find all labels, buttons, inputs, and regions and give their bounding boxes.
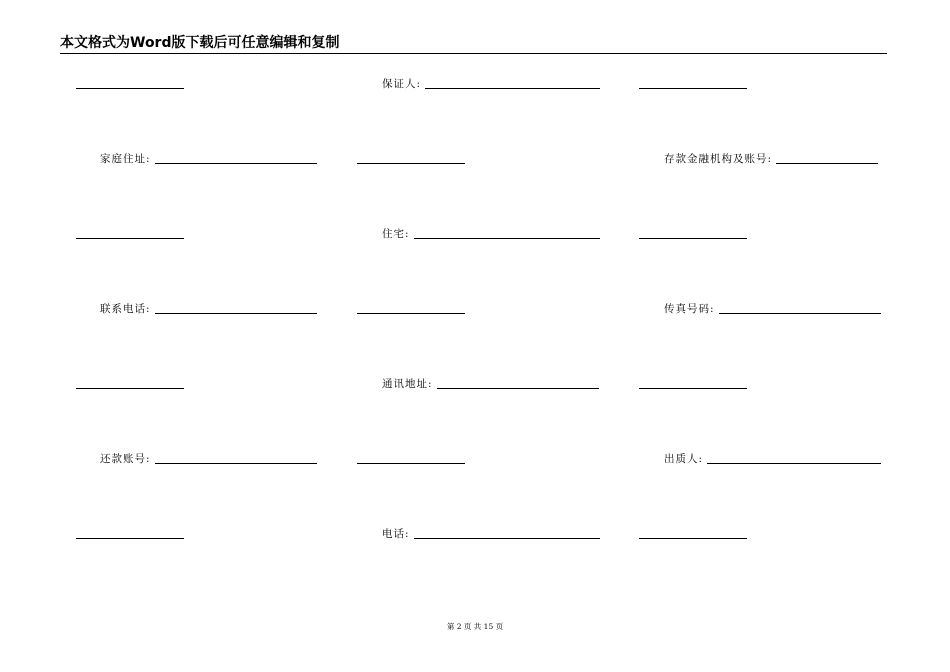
blank-line: [357, 463, 465, 464]
blank-line: [639, 538, 747, 539]
blank-line: [639, 88, 747, 89]
home-address-line: [155, 163, 317, 164]
phone-field[interactable]: [382, 525, 600, 541]
residence-field[interactable]: [382, 225, 600, 241]
page-number: 第 2 页 共 15 页: [446, 622, 504, 631]
blank-line: [76, 88, 184, 89]
blank-line: [357, 163, 465, 164]
deposit-institution-line: [776, 163, 878, 164]
contact-phone-line: [155, 313, 317, 314]
guarantor-label: 保证人:: [382, 78, 422, 90]
blank-line: [639, 388, 747, 389]
repayment-account-field[interactable]: [100, 450, 317, 466]
blank-field[interactable]: [639, 225, 747, 241]
contact-phone-field[interactable]: [100, 300, 317, 316]
fax-field[interactable]: [664, 300, 881, 316]
pledgor-line: [707, 463, 881, 464]
blank-line: [357, 313, 465, 314]
blank-field[interactable]: [639, 525, 747, 541]
mailing-address-line: [437, 388, 599, 389]
guarantor-field[interactable]: [382, 75, 600, 91]
blank-line: [639, 238, 747, 239]
deposit-institution-field[interactable]: [664, 150, 878, 166]
pledgor-field[interactable]: [664, 450, 881, 466]
guarantor-line: [425, 88, 600, 89]
blank-field[interactable]: [357, 150, 465, 166]
blank-field[interactable]: [76, 525, 184, 541]
blank-field[interactable]: [76, 375, 184, 391]
blank-field[interactable]: [76, 75, 184, 91]
blank-line: [76, 388, 184, 389]
header-title: 本文格式为Word版下载后可任意编辑和复制: [60, 35, 340, 51]
page-header: [60, 34, 887, 54]
blank-field[interactable]: [76, 225, 184, 241]
repayment-account-line: [155, 463, 317, 464]
repayment-account-label: 还款账号:: [100, 453, 151, 465]
blank-field[interactable]: [357, 300, 465, 316]
residence-line: [414, 238, 600, 239]
residence-label: 住宅:: [382, 228, 410, 240]
fax-line: [719, 313, 881, 314]
fax-label: 传真号码:: [664, 303, 715, 315]
blank-line: [76, 538, 184, 539]
mailing-address-field[interactable]: [382, 375, 599, 391]
home-address-label: 家庭住址:: [100, 153, 151, 165]
phone-label: 电话:: [382, 528, 410, 540]
page-footer: [0, 622, 950, 632]
blank-field[interactable]: [639, 375, 747, 391]
contact-phone-label: 联系电话:: [100, 303, 151, 315]
mailing-address-label: 通讯地址:: [382, 378, 433, 390]
blank-field[interactable]: [357, 450, 465, 466]
blank-line: [76, 238, 184, 239]
deposit-institution-label: 存款金融机构及账号:: [664, 153, 773, 165]
blank-field[interactable]: [639, 75, 747, 91]
home-address-field[interactable]: [100, 150, 317, 166]
pledgor-label: 出质人:: [664, 453, 704, 465]
phone-line: [414, 538, 600, 539]
